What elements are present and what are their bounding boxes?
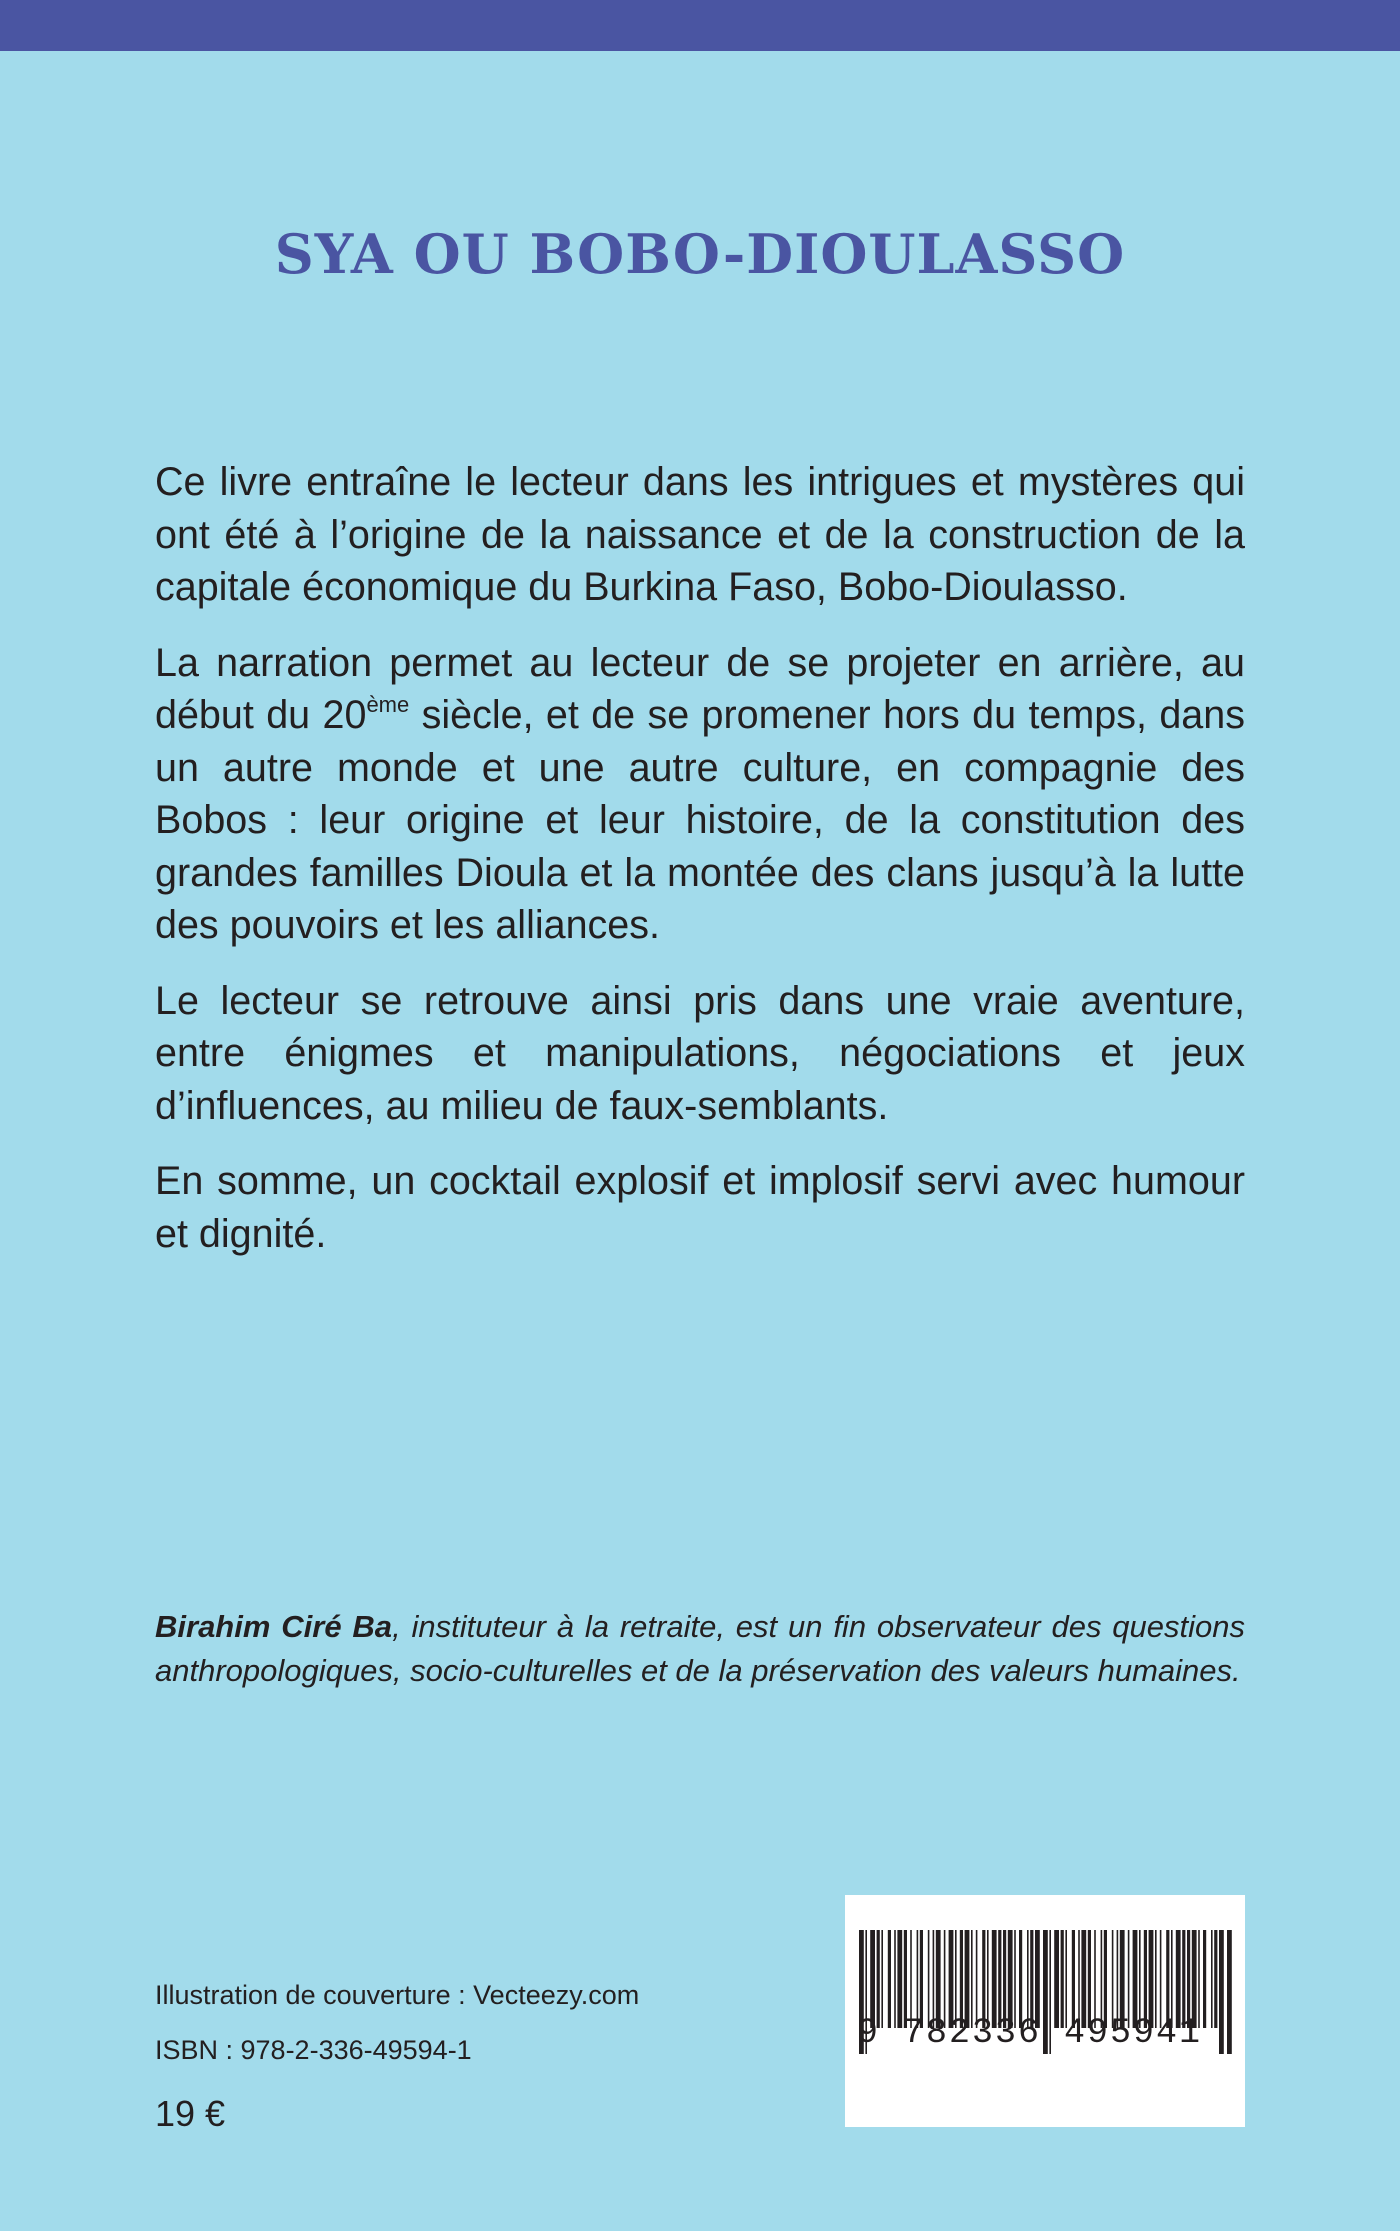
price-label: 19 €: [155, 2093, 226, 2134]
author-bio: [155, 1605, 1245, 1693]
back-cover-blurb: [155, 456, 1245, 1283]
top-color-band: [0, 0, 1400, 51]
author-bio-text: , instituteur à la retraite, est un fin observateur des questions anthropologiques, socio-culturelles et de la préservation des valeurs humaines.: [155, 1609, 1245, 1688]
blurb-paragraph-2: [155, 637, 1245, 952]
blurb-paragraph-2-start: La narration permet au lecteur de se projeter en arrière, au début du 20: [155, 640, 1245, 737]
barcode-digits: 9 782336 495941: [857, 2013, 1203, 2053]
author-name: Birahim Ciré Ba: [155, 1609, 393, 1644]
isbn-barcode: [845, 1895, 1245, 2127]
blurb-paragraph-2-end: siècle, et de se promener hors du temps, dans un autre monde et une autre culture, en compagnie des Bobos : leur origine et leur histoire, de la constitution des grandes familles Dioula et la montée des clans jusqu’à la lutte des pouvoirs et les alliances.: [155, 693, 1245, 947]
blurb-superscript: ème: [366, 692, 410, 717]
book-title: SYA OU BOBO-DIOULASSO: [274, 222, 1126, 286]
illustration-credit: Illustration de couverture : Vecteezy.com: [155, 1980, 640, 2010]
blurb-paragraph-1: Ce livre entraîne le lecteur dans les intrigues et mystères qui ont été à l’origine de la naissance et de la construction de la capitale économique du Burkina Faso, Bobo-Dioulasso.: [155, 460, 1245, 609]
barcode-bars: [845, 1895, 1245, 2127]
blurb-paragraph-3: Le lecteur se retrouve ainsi pris dans une vraie aventure, entre énigmes et manipulations, négociations et jeux d’influences, au milieu de faux-semblants.: [155, 978, 1245, 1128]
blurb-paragraph-4: En somme, un cocktail explosif et implosif servi avec humour et dignité.: [155, 1159, 1245, 1256]
isbn-number: ISBN : 978-2-336-49594-1: [155, 2035, 472, 2065]
